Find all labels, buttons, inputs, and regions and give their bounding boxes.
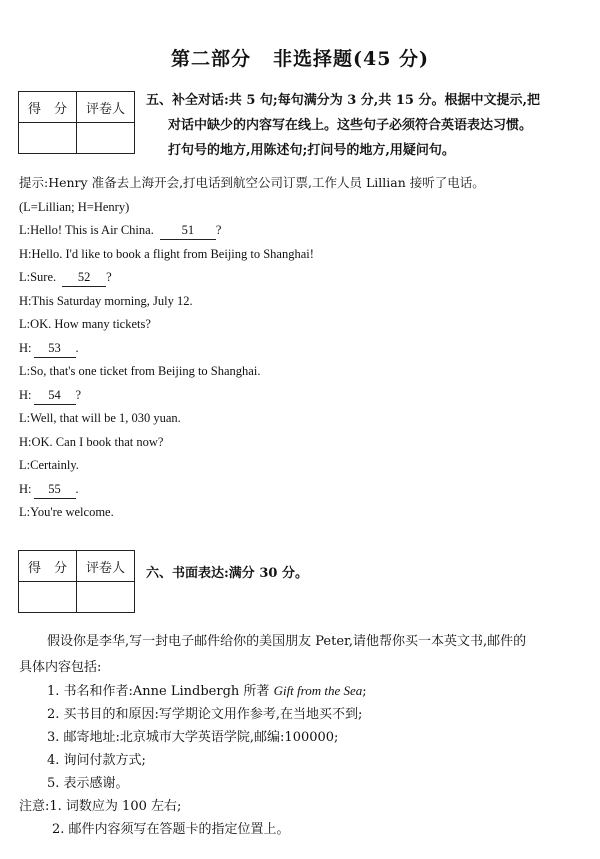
section5-heading-line1: 五、补全对话:共 5 句;每句满分为 3 分,共 15 分。根据中文提示,把 (146, 93, 540, 108)
score-cell (19, 123, 77, 154)
title-rest: 非选择题(45 分) (272, 48, 430, 70)
dialogue-line (19, 456, 314, 480)
dialogue-text: L:Certainly. (19, 458, 79, 472)
dialogue-text: L:You're welcome. (19, 505, 114, 519)
dialogue-line (19, 221, 314, 245)
note-line2: 2. 邮件内容须写在答题卡的指定位置上。 (52, 822, 290, 837)
section5-roles: (L=Lillian; H=Henry) (19, 200, 130, 214)
answer-blank: 52 (62, 268, 106, 287)
requirement-punct: ; (362, 684, 367, 699)
book-title: Gift from the Sea (273, 683, 363, 698)
section5-heading (146, 88, 540, 163)
grader-cell (77, 582, 135, 613)
dialogue-line (19, 292, 314, 316)
dialogue-line (19, 245, 314, 269)
note-line1: 注意:1. 词数应为 100 左右; (19, 799, 182, 814)
requirement-item: 3. 邮寄地址:北京城市大学英语学院,邮编:100000; (47, 730, 339, 745)
score-table (18, 91, 135, 154)
grader-cell (77, 123, 135, 154)
dialogue-punct: ? (106, 270, 112, 284)
answer-blank: 53 (34, 339, 76, 358)
dialogue-text: H: (19, 481, 32, 496)
dialogue-line (19, 362, 314, 386)
dialogue-line (19, 480, 314, 504)
dialogue (19, 221, 314, 527)
dialogue-punct: . (75, 481, 79, 496)
title-part: 第二部分 (170, 48, 251, 70)
dialogue-text: L:Hello! This is Air China. (19, 223, 154, 237)
dialogue-line (19, 409, 314, 433)
dialogue-text: H: (19, 340, 32, 355)
section5-heading-line3: 打句号的地方,用陈述句;打问号的地方,用疑问句。 (168, 143, 455, 158)
dialogue-punct: . (75, 340, 79, 355)
dialogue-text: L:Sure. (19, 270, 57, 284)
answer-blank: 54 (34, 386, 76, 405)
dialogue-line (19, 386, 314, 410)
dialogue-punct: ? (215, 223, 222, 237)
score-table (18, 550, 135, 613)
grader-label: 评卷人 (77, 92, 135, 123)
section5-hint: 提示:Henry 准备去上海开会,打电话到航空公司订票,工作人员 Lillian 接听了电话。 (19, 175, 485, 190)
requirement-item (47, 682, 367, 701)
section6-intro-line1: 假设你是李华,写一封电子邮件给你的美国朋友 Peter,请他帮你买一本英文书,邮件的 (47, 634, 527, 649)
grader-label: 评卷人 (77, 551, 135, 582)
dialogue-punct: ? (75, 387, 82, 402)
requirement-item: 5. 表示感谢。 (47, 776, 129, 791)
dialogue-line (19, 315, 314, 339)
score-cell (19, 582, 77, 613)
section6-heading: 六、书面表达:满分 30 分。 (146, 566, 308, 581)
dialogue-text: H: (19, 387, 32, 402)
score-label: 得 分 (19, 92, 77, 123)
dialogue-line (19, 433, 314, 457)
score-label: 得 分 (19, 551, 77, 582)
dialogue-line (19, 503, 314, 527)
answer-blank: 55 (34, 480, 76, 499)
dialogue-line (19, 268, 314, 292)
requirement-item: 4. 询问付款方式; (47, 753, 146, 768)
dialogue-text: H:Hello. I'd like to book a flight from Beijing to Shanghai! (19, 246, 314, 261)
requirement-item: 2. 买书目的和原因:写学期论文用作参考,在当地买不到; (47, 707, 363, 722)
section-title (0, 44, 600, 71)
answer-blank: 51 (160, 221, 216, 240)
dialogue-text: L:OK. How many tickets? (19, 317, 151, 331)
dialogue-text: L:Well, that will be 1, 030 yuan. (19, 411, 181, 425)
dialogue-text: H:OK. Can I book that now? (19, 434, 164, 449)
dialogue-text: L:So, that's one ticket from Beijing to Shanghai. (19, 364, 261, 378)
section5-heading-line2: 对话中缺少的内容写在线上。这些句子必须符合英语表达习惯。 (168, 118, 533, 133)
requirement-text: 1. 书名和作者:Anne Lindbergh 所著 (47, 684, 274, 699)
dialogue-text: H:This Saturday morning, July 12. (19, 293, 193, 308)
dialogue-line (19, 339, 314, 363)
section6-intro-line2: 具体内容包括: (19, 660, 102, 675)
